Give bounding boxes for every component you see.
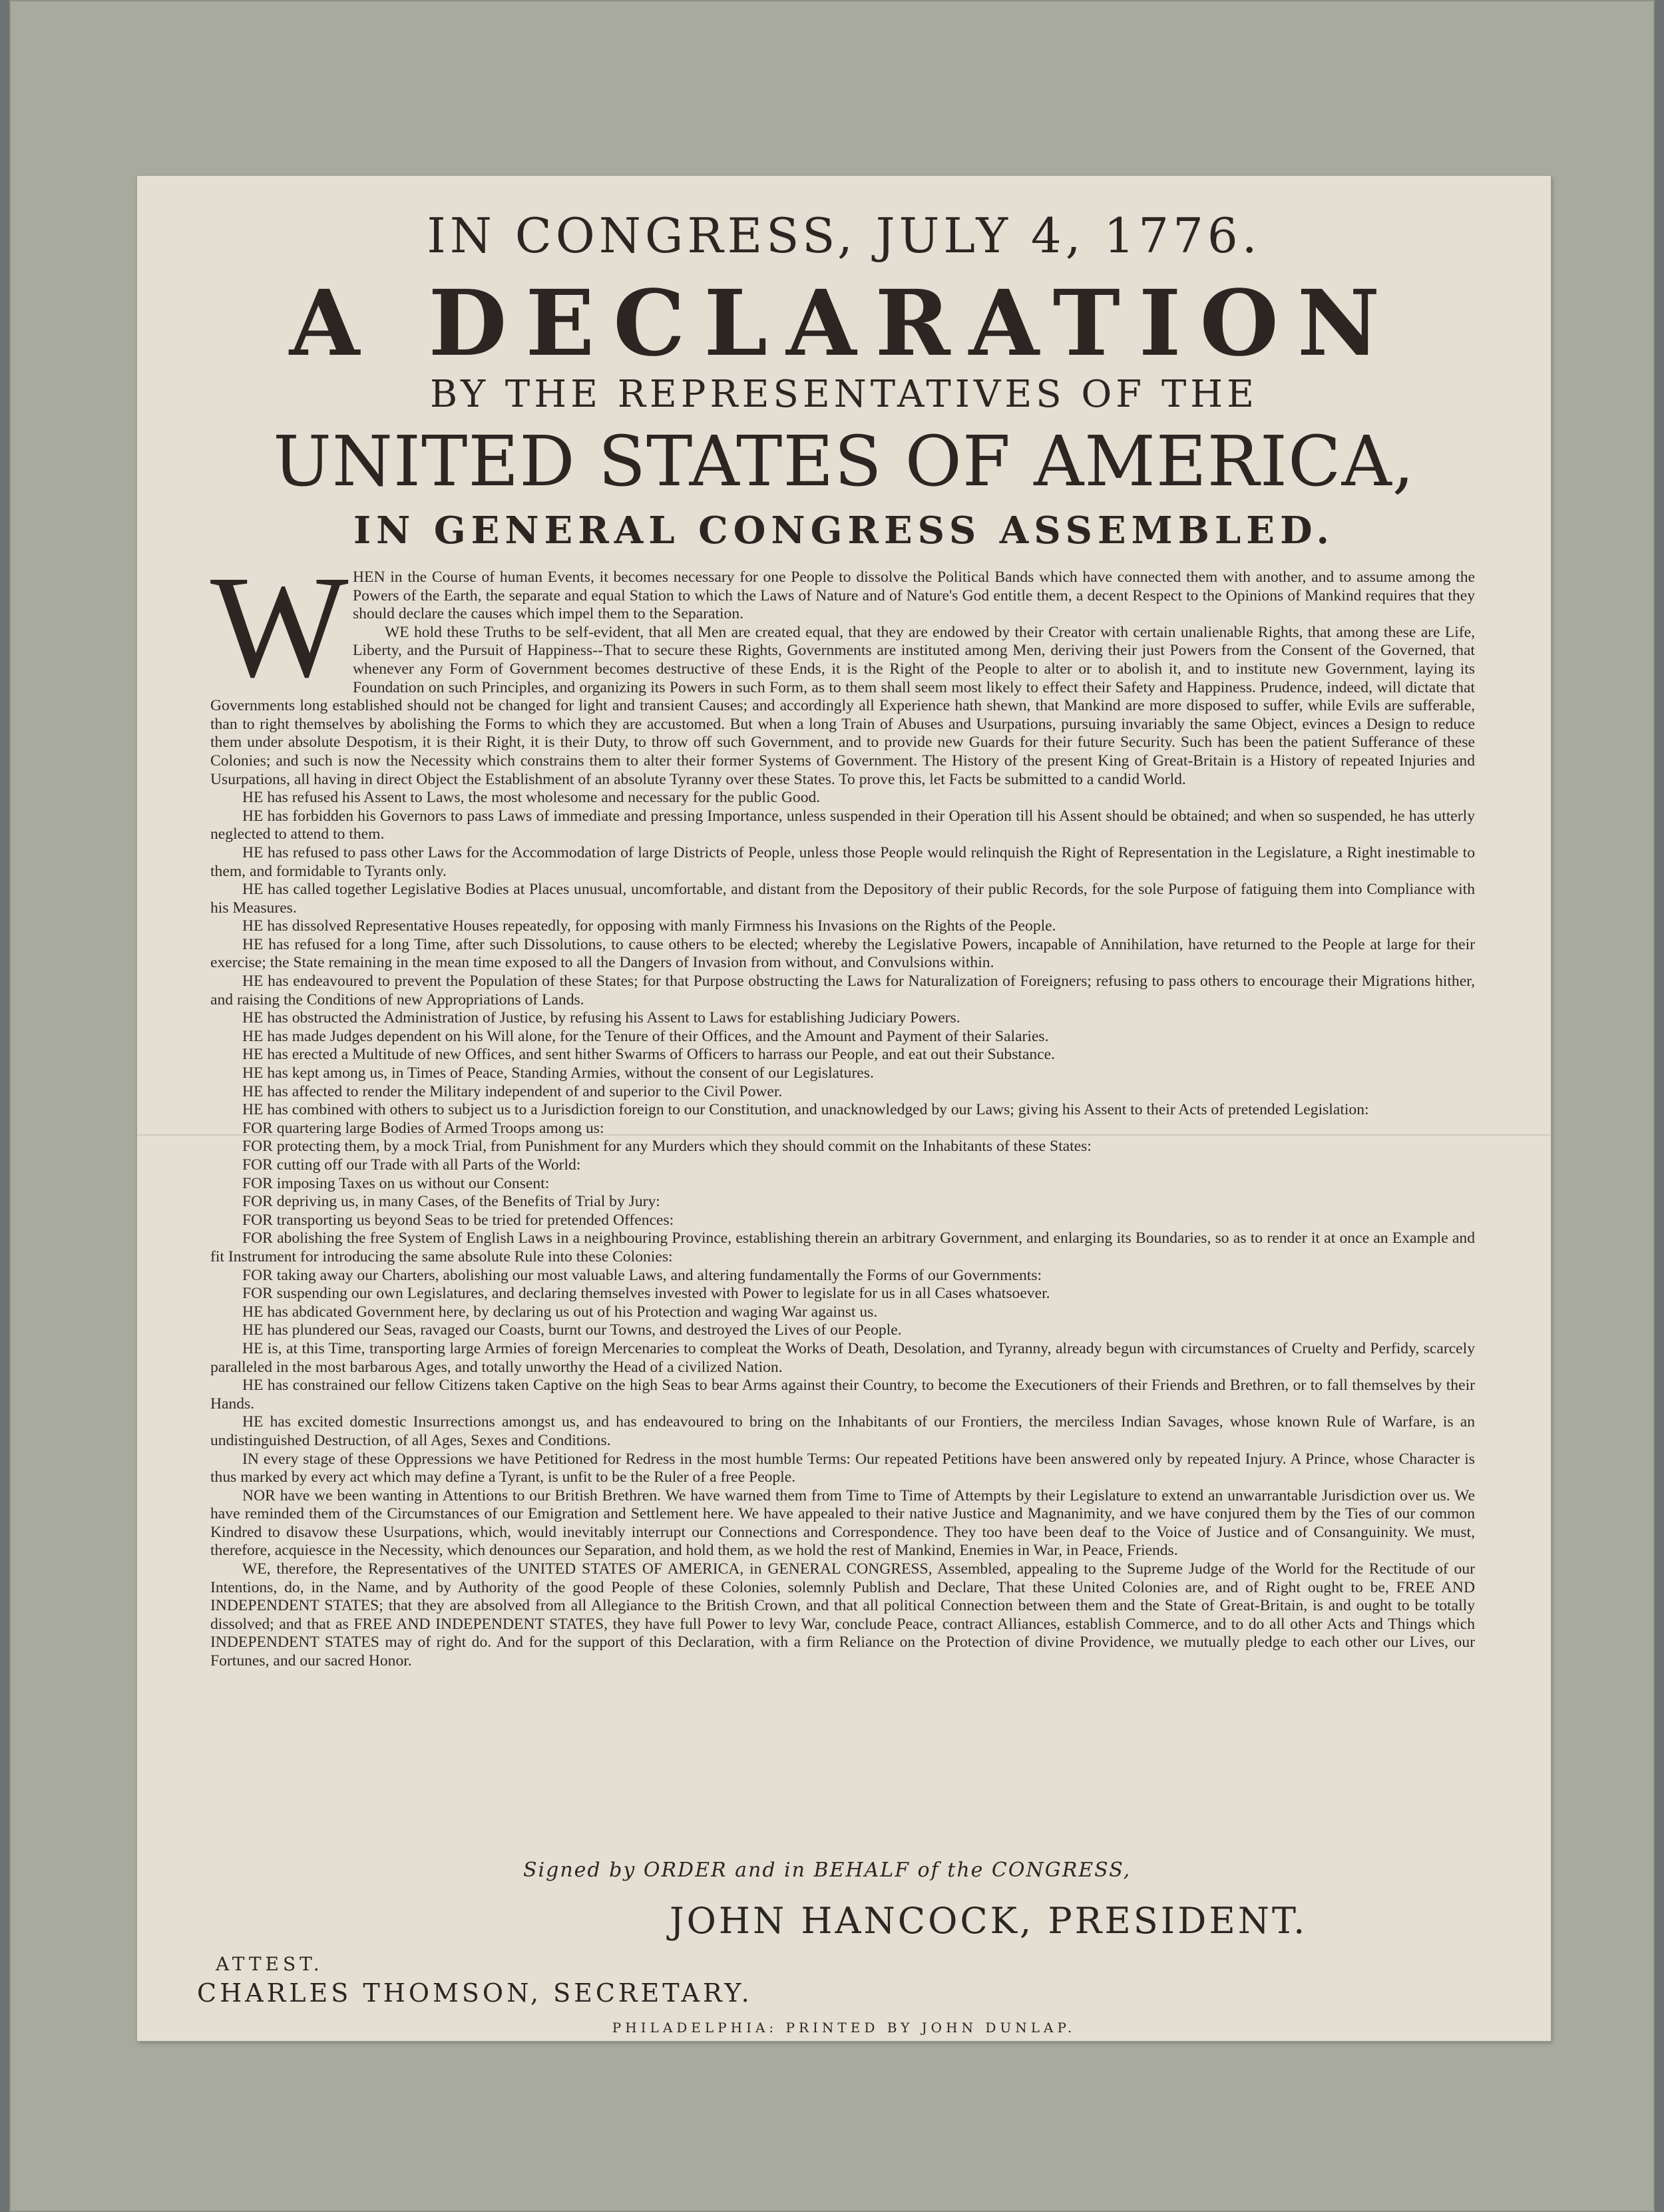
document-sheet xyxy=(137,176,1551,2041)
paragraph: HE has kept among us, in Times of Peace, Standing Armies, without the consent of our Legislatures. xyxy=(242,1064,874,1082)
paragraph: FOR transporting us beyond Seas to be tried for pretended Offences: xyxy=(242,1211,674,1229)
paragraph: FOR cutting off our Trade with all Parts of the World: xyxy=(242,1156,581,1174)
paragraph: HE is, at this Time, transporting large Armies of foreign Mercenaries to compleat the Works of Death, Desolation, and Tyranny, already begun with circumstances of Cruelty and Perfidy, scarcely paralleled in the most barbarous Ages, and totally unworthy the Head of a civilized Nation. xyxy=(210,1339,1475,1376)
secretary-signature: CHARLES THOMSON, SECRETARY. xyxy=(197,1978,753,2008)
signed-by-line: Signed by ORDER and in BEHALF of the CONGRESS, xyxy=(523,1859,1132,1882)
paragraph: FOR imposing Taxes on us without our Consent: xyxy=(242,1174,550,1192)
paragraph: HE has combined with others to subject us to a Jurisdiction foreign to our Constitution, and unacknowledged by our Laws; giving his Assent to their Acts of pretended Legislation: xyxy=(242,1101,1369,1119)
paragraph: FOR protecting them, by a mock Trial, from Punishment for any Murders which they should commit on the Inhabitants of these States: xyxy=(242,1138,1092,1156)
paragraph: HE has refused his Assent to Laws, the most wholesome and necessary for the public Good. xyxy=(242,789,821,807)
heading-by-representatives: BY THE REPRESENTATIVES OF THE xyxy=(429,373,1259,416)
paragraph: WE, therefore, the Representatives of the UNITED STATES OF AMERICA, in GENERAL CONGRESS, Assembled, appealing to the Supreme Judge of the World for the Rectitude of our Intentions, do, in the Name, and by Authority of the good People of these Colonies, solemnly Publish and Declare, That these United Colonies are, and of Right ought to be, FREE AND INDEPENDENT STATES; that they are absolved from all Allegiance to the British Crown, and that all political Connection between them and the State of Great-Britain, is and ought to be totally dissolved; and that as FREE AND INDEPENDENT STATES, they have full Power to levy War, conclude Peace, contract Alliances, establish Commerce, and to do all other Acts and Things which INDEPENDENT STATES may of right do. And for the support of this Declaration, with a firm Reliance on the Protection of divine Providence, we mutually pledge to each other our Lives, our Fortunes, and our sacred Honor. xyxy=(210,1560,1475,1670)
paragraph: HE has called together Legislative Bodies at Places unusual, uncomfortable, and distant from the Depository of their public Records, for the sole Purpose of fatiguing them into Compliance with his Measures. xyxy=(210,881,1475,917)
heading-in-congress: IN CONGRESS, JULY 4, 1776. xyxy=(427,208,1261,264)
president-signature: JOHN HANCOCK, PRESIDENT. xyxy=(670,1900,1308,1942)
paragraph: FOR taking away our Charters, abolishing our most valuable Laws, and altering fundamentally the Forms of our Governments: xyxy=(242,1266,1042,1284)
paragraph: HE has excited domestic Insurrections amongst us, and has endeavoured to bring on the Inhabitants of our Frontiers, the merciless Indian Savages, whose known Rule of Warfare, is an undistinguished Destruction, of all Ages, Sexes and Conditions. xyxy=(210,1413,1475,1449)
paragraph: FOR depriving us, in many Cases, of the Benefits of Trial by Jury: xyxy=(242,1193,660,1211)
paragraph: HEN in the Course of human Events, it becomes necessary for one People to dissolve the Political Bands which have connected them with another, and to assume among the Powers of the Earth, the separate and equal Station to which the Laws of Nature and of Nature's God entitle them, a decent Respect to the Opinions of Mankind requires that they should declare the causes which impel them to the Separation. xyxy=(353,568,1475,623)
paragraph: HE has plundered our Seas, ravaged our Coasts, burnt our Towns, and destroyed the Lives of our People. xyxy=(242,1321,902,1339)
paragraph: HE has abdicated Government here, by declaring us out of his Protection and waging War against us. xyxy=(242,1303,878,1321)
paragraph: NOR have we been wanting in Attentions to our British Brethren. We have warned them from Time to Time of Attempts by their Legislature to extend an unwarrantable Jurisdiction over us. We have reminded them of the Circumstances of our Emigration and Settlement here. We have appealed to their native Justice and Magnanimity, and we have conjured them by the Ties of our common Kindred to disavow these Usurpations, which, would inevitably interrupt our Connections and Correspondence. They too have been deaf to the Voice of Justice and of Consanguinity. We must, therefore, acquiesce in the Necessity, which denounces our Separation, and hold them, as we hold the rest of Mankind, Enemies in War, in Peace, Friends. xyxy=(210,1486,1475,1560)
printer-imprint: PHILADELPHIA: PRINTED BY JOHN DUNLAP. xyxy=(612,2020,1076,2036)
paragraph: IN every stage of these Oppressions we have Petitioned for Redress in the most humble Terms: Our repeated Petitions have been answered only by repeated Injury. A Prince, whose Character is thus marked by every act which may define a Tyrant, is unfit to be the Ruler of a free People. xyxy=(210,1450,1475,1486)
paragraph: FOR quartering large Bodies of Armed Troops among us: xyxy=(242,1119,604,1137)
attest-label: ATTEST. xyxy=(216,1953,323,1975)
paragraph: FOR abolishing the free System of English Laws in a neighbouring Province, establishing therein an arbitrary Government, and enlarging its Boundaries, so as to render it at once an Example and fit Instrument for introducing the same absolute Rule into these Colonies: xyxy=(210,1229,1475,1265)
paragraph: HE has affected to render the Military independent of and superior to the Civil Power. xyxy=(242,1082,783,1100)
paragraph: HE has refused to pass other Laws for the Accommodation of large Districts of People, unless those People would relinquish the Right of Representation in the Legislature, a Right inestimable to them, and formidable to Tyrants only. xyxy=(210,843,1475,880)
mat-background xyxy=(9,0,1655,2212)
paragraph: HE has endeavoured to prevent the Population of these States; for that Purpose obstructing the Laws for Naturalization of Foreigners; refusing to pass others to encourage their Migrations hither, and raising the Conditions of new Appropriations of Lands. xyxy=(210,973,1475,1008)
paragraph: WE hold these Truths to be self-evident, that all Men are created equal, that they are endowed by their Creator with certain unalienable Rights, that among these are Life, Liberty, and the Pursuit of Happiness--That to secure these Rights, Governments are instituted among Men, deriving their just Powers from the Consent of the Governed, that whenever any Form of Government becomes destructive of these Ends, it is the Right of the People to alter or to abolish it, and to institute new Government, laying its Foundation on such Principles, and organizing its Powers in such Form, as to them shall seem most likely to effect their Safety and Happiness. Prudence, indeed, will dictate that Governments long established should not be changed for light and transient Causes; and accordingly all Experience hath shewn, that Mankind are more disposed to suffer, while Evils are sufferable, than to right themselves by abolishing the Forms to which they are accustomed. But when a long Train of Abuses and Usurpations, pursuing invariably the same Object, evinces a Design to reduce them under absolute Despotism, it is their Right, it is their Duty, to throw off such Government, and to provide new Guards for their future Security. Such has been the patient Sufferance of these Colonies; and such is now the Necessity which constrains them to alter their former Systems of Government. The History of the present King of Great-Britain is a History of repeated Injuries and Usurpations, all having in direct Object the Establishment of an absolute Tyranny over these States. To prove this, let Facts be submitted to a candid World. xyxy=(210,623,1475,788)
paragraph: HE has made Judges dependent on his Will alone, for the Tenure of their Offices, and the Amount and Payment of their Salaries. xyxy=(242,1027,1049,1045)
declaration-body xyxy=(210,568,1475,1840)
heading-general-congress: IN GENERAL CONGRESS ASSEMBLED. xyxy=(353,509,1335,553)
heading-declaration: A DECLARATION xyxy=(289,270,1399,377)
heading-united-states: UNITED STATES OF AMERICA, xyxy=(273,421,1415,502)
paragraph: HE has erected a Multitude of new Offices, and sent hither Swarms of Officers to harrass our People, and eat out their Substance. xyxy=(242,1046,1056,1064)
paragraph: HE has refused for a long Time, after such Dissolutions, to cause others to be elected; whereby the Legislative Powers, incapable of Annihilation, have returned to the People at large for their exercise; the State remaining in the mean time exposed to all the Dangers of Invasion from without, and Convulsions within. xyxy=(210,935,1475,972)
paragraph: HE has obstructed the Administration of Justice, by refusing his Assent to Laws for establishing Judiciary Powers. xyxy=(242,1009,960,1027)
paragraph: HE has dissolved Representative Houses repeatedly, for opposing with manly Firmness his Invasions on the Rights of the People. xyxy=(242,917,1056,935)
paragraph: HE has constrained our fellow Citizens taken Captive on the high Seas to bear Arms against their Country, to become the Executioners of their Friends and Brethren, or to fall themselves by their Hands. xyxy=(210,1377,1475,1413)
paragraph: FOR suspending our own Legislatures, and declaring themselves invested with Power to legislate for us in all Cases whatsoever. xyxy=(242,1285,1050,1303)
drop-cap: W xyxy=(210,568,349,708)
paragraph: HE has forbidden his Governors to pass Laws of immediate and pressing Importance, unless suspended in their Operation till his Assent should be obtained; and when so suspended, he has utterly neglected to attend to them. xyxy=(210,807,1475,843)
